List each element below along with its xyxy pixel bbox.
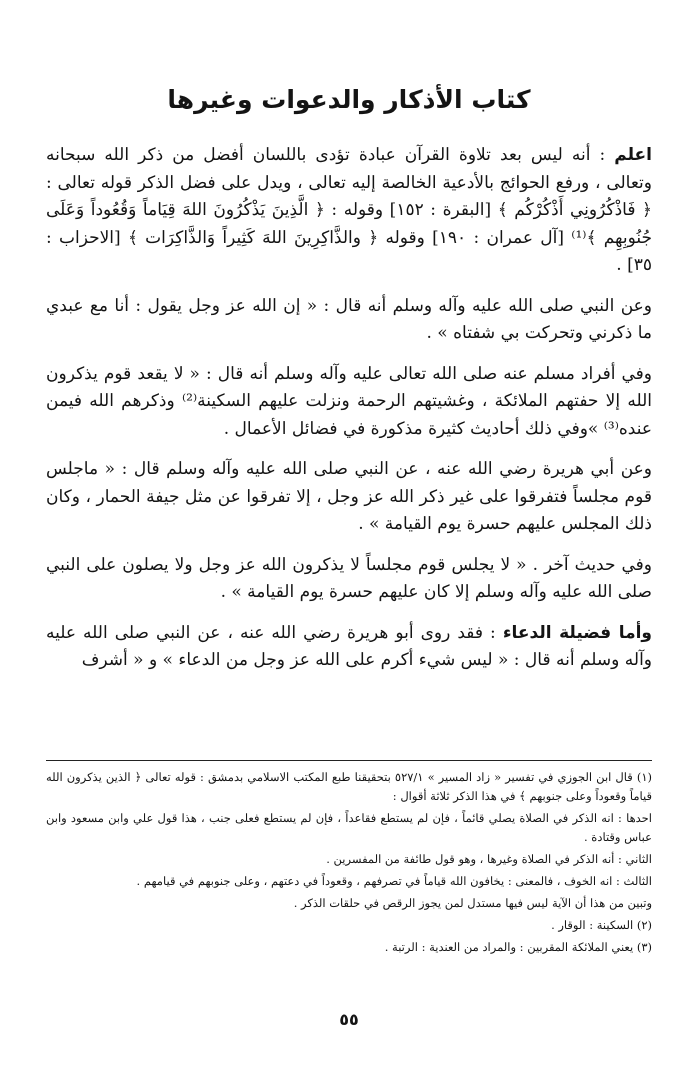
paragraph-hadith-3 <box>46 456 652 539</box>
footnote: الثاني : أنه الذكر في الصلاة وغيرها ، وهو قول طائفة من المفسرين . <box>326 852 652 866</box>
paragraph-hadith-2 <box>46 361 652 444</box>
footnote: (٢) السكينة : الوقار . <box>551 918 652 932</box>
footnote: (١) قال ابن الجوزي في تفسير « زاد المسير » ٥٢٧/١ بتحقيقنا طبع المكتب الاسلامي بدمشق : قوله تعالى ﴿ الذين يذكرون الله قياماً وقعوداً وعلى جنوبهم ﴾ في هذا الذكر ثلاثة أقوال : <box>46 770 652 803</box>
paragraph-text: وفي أفراد مسلم عنه صلى الله تعالى عليه وآله وسلم أنه قال : « لا يقعد قوم يذكرون الله إلا حفتهم الملائكة ، وغشيتهم الرحمة ونزلت عليهم السكينة⁽²⁾ وذكرهم الله فيمن عنده⁽³⁾ »وفي ذلك أحاديث كثيرة مذكورة في فضائل الأعمال . <box>46 363 653 439</box>
paragraph-hadith-1 <box>46 293 652 348</box>
paragraph-text: وفي حديث آخر . « لا يجلس قوم مجلساً لا يذكرون الله عز وجل ولا يصلون على النبي صلى الله عليه وآله وسلم إلا كان عليهم حسرة يوم القيامة » . <box>46 554 652 602</box>
footnote-divider <box>46 760 652 761</box>
footnote: (٣) يعني الملائكة المقربين : والمراد من العندية : الرتبة . <box>384 940 652 954</box>
paragraph-intro <box>46 142 652 280</box>
paragraph-dua <box>46 620 652 675</box>
paragraph-text: وعن أبي هريرة رضي الله عنه ، عن النبي صلى الله عليه وآله وسلم قال : « ماجلس قوم مجلساً فتفرقوا على غير ذكر الله عز وجل ، إلا تفرقوا عن مثل جيفة الحمار ، وكان ذلك المجلس عليهم حسرة يوم القيامة » . <box>46 459 652 534</box>
footnote: احدها : انه الذكر في الصلاة يصلي قائماً ، فإن لم يستطع فقاعداً ، فإن لم يستطع فعلى جنب ، هذا قول علي وابن مسعود وابن عباس وقتادة . <box>46 811 652 844</box>
page-number: ٥٥ <box>339 1010 359 1029</box>
chapter-title: كتاب الأذكار والدعوات وغيرها <box>167 85 531 114</box>
paragraph-lead: اعلم <box>614 145 652 165</box>
paragraph-text: : أنه ليس بعد تلاوة القرآن عبادة تؤدى باللسان أفضل من ذكر الله سبحانه وتعالى ، ورفع الحوائج بالأدعية الخالصة إليه تعالى ، ويدل على فضل الذكر قوله تعالى : ﴿ فَاذْكُرُونِي أَذْكُرْكُم ﴾ [البقرة : ١٥٢] وقوله : ﴿ الَّذِينَ يَذْكُرُونَ اللهَ قِيَاماً وَقُعُوداً وَعَلَى جُنُوبِهِم ﴾⁽¹⁾ [آل عمران : ١٩٠] وقوله ﴿ والذَّاكِرِينَ اللهَ كَثِيراً وَالذَّاكِرَات ﴾ [الاحزاب : ٣٥] . <box>46 145 652 275</box>
footnote: وتبين من هذا أن الآية ليس فيها مستدل لمن يجوز الرقص في حلقات الذكر . <box>293 896 652 910</box>
paragraph-text: : فقد روى أبو هريرة رضي الله عنه ، عن النبي صلى الله عليه وآله وسلم أنه قال : « ليس شيء أكرم على الله عز وجل من الدعاء » و « أشرف <box>46 622 652 670</box>
paragraph-lead: وأما فضيلة الدعاء <box>502 622 652 643</box>
paragraph-hadith-4 <box>46 552 652 607</box>
footnote: الثالث : انه الخوف ، فالمعنى : يخافون الله قياماً في تصرفهم ، وقعوداً في دعتهم ، وعلى جنوبهم في قيامهم . <box>136 874 652 888</box>
footnotes <box>46 768 652 960</box>
paragraph-text: وعن النبي صلى الله عليه وآله وسلم أنه قال : « إن الله عز وجل يقول : أنا مع عبدي ما ذكرني وتحركت بي شفتاه » . <box>46 295 652 343</box>
